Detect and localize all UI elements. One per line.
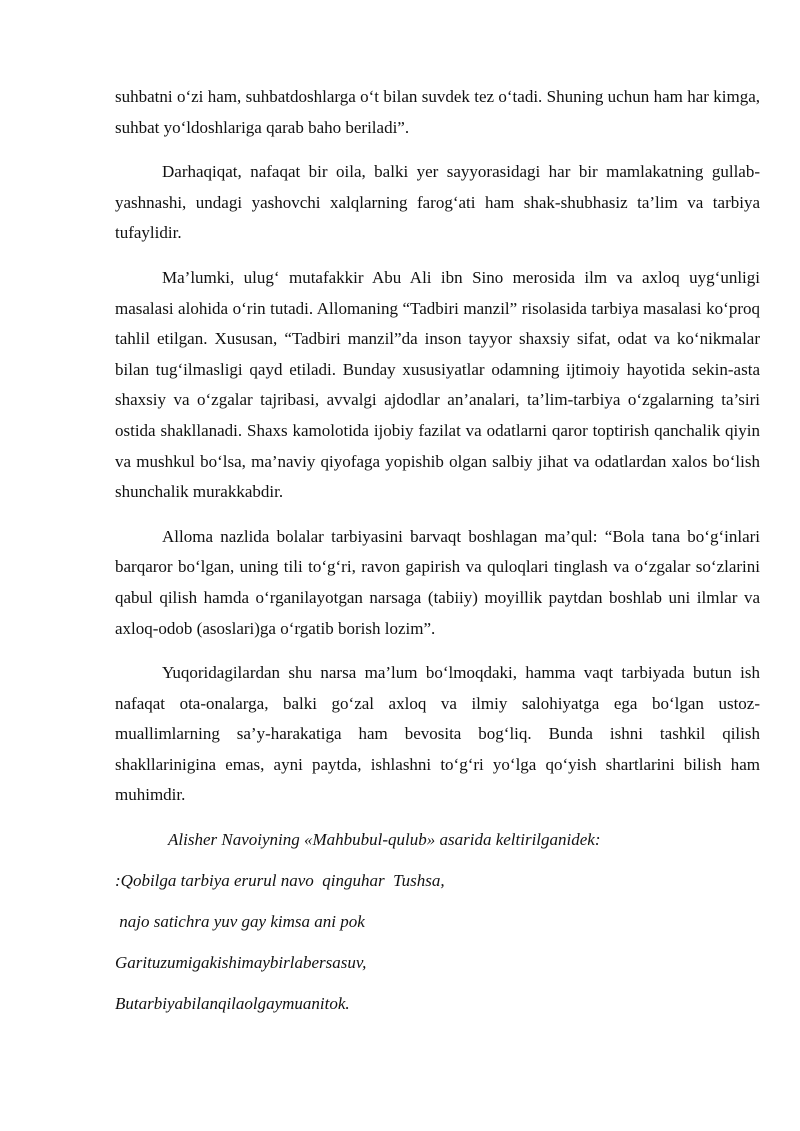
- verse-line-2: najo satichra yuv gay kimsa ani pok: [115, 912, 365, 932]
- quote-intro: Alisher Navoiyning «Mahbubul-qulub» asarida keltirilganidek:: [168, 830, 601, 850]
- paragraph-yuqoridagilardan: Yuqoridagilardan shu narsa ma’lum bo‘lmoqdaki, hamma vaqt tarbiyada butun ish nafaqat ota-onalarga, balki go‘zal axloq va ilmiy salohiyatga ega bo‘lgan ustoz-muallimlarning sa’y-harakatiga ham bevosita bog‘liq. Bunda ishni tashkil qilish shakllarinigina emas, ayni paytda, ishlashni to‘g‘ri yo‘lga qo‘yish shartlarini bilish ham muhimdir.: [115, 663, 760, 805]
- paragraph-ibn-sino: Ma’lumki, ulug‘ mutafakkir Abu Ali ibn Sino merosida ilm va axloq uyg‘unligi masalasi alohida o‘rin tutadi. Allomaning “Tadbiri manzil” risolasida tarbiya masalasi ko‘proq tahlil etilgan. Xususan, “Tadbiri manzil”da inson tayyor shaxsiy sifat, odat va ko‘nikmalar bilan tug‘ilmasligi qayd etiladi. Bunday xususiyatlar odamning ijtimoiy hayotida sekin-asta shaxsiy va o‘zgalar tajribasi, avvalgi ajdodlar an’analari, ta’lim-tarbiya o‘zgalarning ta’siri ostida shakllanadi. Shaxs kamolotida ijobiy fazilat va odatlarni qaror toptirish qanchalik qiyin va mushkul bo‘lsa, ma’naviy qiyofaga yopishib olgan salbiy jihat va odatlardan xalos bo‘lish shunchalik murakkabdir.: [115, 267, 760, 502]
- verse-line-1: :Qobilga tarbiya erurul navo qinguhar Tushsa,: [115, 871, 445, 891]
- verse-line-3: Garituzumigakishimaybirlabersasuv,: [115, 953, 367, 973]
- verse-line-4: Butarbiyabilanqilaolgaymuanitok.: [115, 994, 350, 1014]
- paragraph-continuation: suhbatni o‘zi ham, suhbatdoshlarga o‘t bilan suvdek tez o‘tadi. Shuning uchun ham har kimga, suhbat yo‘ldoshlariga qarab baho beriladi”.: [115, 87, 760, 137]
- paragraph-darhaqiqat: Darhaqiqat, nafaqat bir oila, balki yer sayyorasidagi har bir mamlakatning gullab-yashnashi, undagi yashovchi xalqlarning farog‘ati ham shak-shubhasiz ta’lim va tarbiya tufaylidir.: [115, 162, 760, 243]
- paragraph-alloma: Alloma nazlida bolalar tarbiyasini barvaqt boshlagan ma’qul: “Bola tana bo‘g‘inlari barqaror bo‘lgan, uning tili to‘g‘ri, ravon gapirish va quloqlari tinglash va o‘zgalar so‘zlarini qabul qilish hamda o‘rganilayotgan narsaga (tabiiy) moyillik paytdan boshlab uni ilmlar va axloq-odob (asoslari)ga o‘rgatib borish lozim”.: [115, 526, 760, 638]
